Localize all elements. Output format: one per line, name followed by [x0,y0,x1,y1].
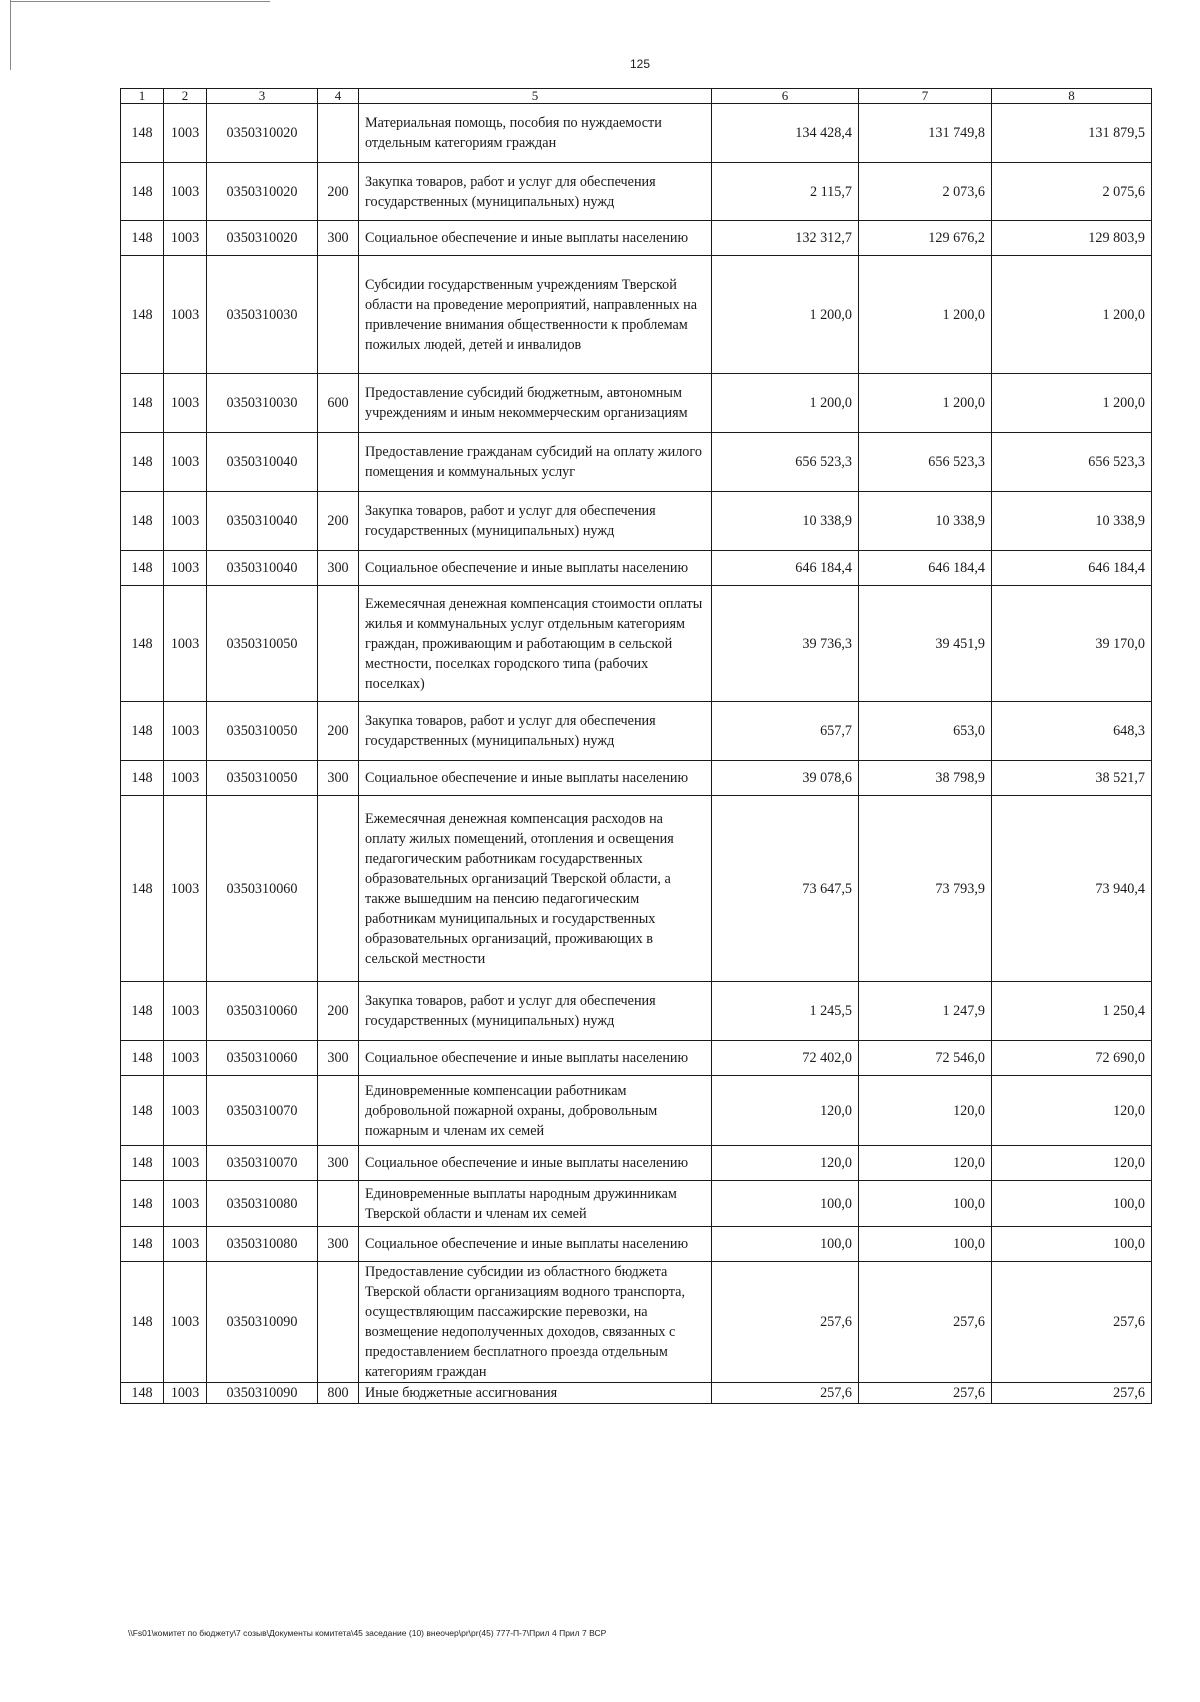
table-row [121,374,1152,433]
cell-section: 1003 [164,374,207,433]
cell-target-article: 0350310080 [207,1181,318,1227]
cell-target-article: 0350310020 [207,163,318,221]
cell-amount-year1: 120,0 [712,1146,859,1181]
column-header: 3 [207,89,318,104]
cell-expense-type [318,256,359,374]
cell-section: 1003 [164,1076,207,1146]
cell-amount-year2: 646 184,4 [859,551,992,586]
cell-amount-year3: 646 184,4 [992,551,1152,586]
cell-amount-year2: 1 247,9 [859,982,992,1041]
cell-section: 1003 [164,433,207,492]
cell-description: Предоставление гражданам субсидий на оплату жилого помещения и коммунальных услуг [359,433,712,492]
column-header: 8 [992,89,1152,104]
cell-kbk-admin: 148 [121,1041,164,1076]
cell-amount-year2: 72 546,0 [859,1041,992,1076]
cell-amount-year2: 131 749,8 [859,104,992,163]
cell-amount-year2: 73 793,9 [859,796,992,982]
cell-expense-type: 300 [318,1146,359,1181]
cell-section: 1003 [164,1146,207,1181]
cell-section: 1003 [164,702,207,761]
cell-amount-year2: 10 338,9 [859,492,992,551]
cell-target-article: 0350310050 [207,761,318,796]
cell-expense-type: 300 [318,221,359,256]
cell-expense-type: 600 [318,374,359,433]
cell-expense-type: 200 [318,492,359,551]
cell-target-article: 0350310040 [207,492,318,551]
cell-amount-year2: 1 200,0 [859,256,992,374]
cell-section: 1003 [164,551,207,586]
page-number: 125 [629,57,651,71]
cell-kbk-admin: 148 [121,163,164,221]
cell-amount-year1: 656 523,3 [712,433,859,492]
table-row [121,1262,1152,1383]
table-row [121,796,1152,982]
table-row [121,551,1152,586]
cell-amount-year2: 39 451,9 [859,586,992,702]
cell-amount-year1: 134 428,4 [712,104,859,163]
cell-kbk-admin: 148 [121,551,164,586]
cell-kbk-admin: 148 [121,1227,164,1262]
cell-target-article: 0350310070 [207,1076,318,1146]
cell-description: Закупка товаров, работ и услуг для обеспечения государственных (муниципальных) нужд [359,702,712,761]
table-row [121,586,1152,702]
cell-amount-year3: 39 170,0 [992,586,1152,702]
cell-kbk-admin: 148 [121,104,164,163]
cell-section: 1003 [164,492,207,551]
cell-target-article: 0350310050 [207,702,318,761]
cell-target-article: 0350310090 [207,1383,318,1404]
footer-file-path: \\Fs01\комитет по бюджету\7 созыв\Документы комитета\45 заседание (10) внеочер\pr\pr(45) 777-П-7\Прил 4 Прил 7 ВСР [128,1628,607,1638]
column-header: 6 [712,89,859,104]
cell-expense-type: 200 [318,163,359,221]
cell-amount-year2: 1 200,0 [859,374,992,433]
column-header: 2 [164,89,207,104]
cell-amount-year1: 72 402,0 [712,1041,859,1076]
cell-description: Единовременные выплаты народным дружинникам Тверской области и членам их семей [359,1181,712,1227]
cell-amount-year1: 73 647,5 [712,796,859,982]
cell-kbk-admin: 148 [121,702,164,761]
table-row [121,163,1152,221]
cell-kbk-admin: 148 [121,796,164,982]
cell-amount-year1: 120,0 [712,1076,859,1146]
cell-amount-year3: 120,0 [992,1076,1152,1146]
cell-kbk-admin: 148 [121,1146,164,1181]
cell-amount-year3: 129 803,9 [992,221,1152,256]
cell-description: Социальное обеспечение и иные выплаты населению [359,221,712,256]
cell-description: Закупка товаров, работ и услуг для обеспечения государственных (муниципальных) нужд [359,982,712,1041]
table-row [121,104,1152,163]
cell-expense-type: 800 [318,1383,359,1404]
cell-description: Социальное обеспечение и иные выплаты населению [359,1146,712,1181]
cell-target-article: 0350310060 [207,1041,318,1076]
cell-kbk-admin: 148 [121,1076,164,1146]
cell-amount-year3: 120,0 [992,1146,1152,1181]
cell-expense-type [318,1262,359,1383]
cell-kbk-admin: 148 [121,586,164,702]
cell-section: 1003 [164,586,207,702]
cell-amount-year2: 100,0 [859,1181,992,1227]
cell-section: 1003 [164,761,207,796]
cell-target-article: 0350310020 [207,104,318,163]
cell-kbk-admin: 148 [121,492,164,551]
cell-description: Социальное обеспечение и иные выплаты населению [359,1227,712,1262]
cell-description: Субсидии государственным учреждениям Тверской области на проведение мероприятий, направленных на привлечение внимания общественности к проблемам пожилых людей, детей и инвалидов [359,256,712,374]
cell-description: Единовременные компенсации работникам добровольной пожарной охраны, добровольным пожарным и членам их семей [359,1076,712,1146]
cell-amount-year3: 656 523,3 [992,433,1152,492]
cell-target-article: 0350310050 [207,586,318,702]
cell-amount-year1: 39 736,3 [712,586,859,702]
cell-amount-year3: 100,0 [992,1227,1152,1262]
cell-amount-year1: 1 245,5 [712,982,859,1041]
cell-section: 1003 [164,256,207,374]
budget-table [120,88,1152,1404]
cell-amount-year3: 257,6 [992,1383,1152,1404]
cell-expense-type [318,796,359,982]
cell-section: 1003 [164,982,207,1041]
cell-amount-year2: 100,0 [859,1227,992,1262]
cell-amount-year2: 653,0 [859,702,992,761]
cell-description: Материальная помощь, пособия по нуждаемости отдельным категориям граждан [359,104,712,163]
cell-amount-year1: 132 312,7 [712,221,859,256]
cell-description: Предоставление субсидии из областного бюджета Тверской области организациям водного транспорта, осуществляющим пассажирские перевозки, на возмещение недополученных доходов, связанных с предоставлением бесплатного проезда отдельным категориям граждан [359,1262,712,1383]
cell-amount-year1: 100,0 [712,1227,859,1262]
cell-amount-year3: 1 200,0 [992,374,1152,433]
cell-expense-type [318,1181,359,1227]
cell-amount-year2: 2 073,6 [859,163,992,221]
table-row [121,1041,1152,1076]
cell-expense-type: 300 [318,761,359,796]
cell-target-article: 0350310040 [207,551,318,586]
table-row [121,982,1152,1041]
cell-expense-type: 300 [318,551,359,586]
cell-amount-year1: 257,6 [712,1383,859,1404]
cell-target-article: 0350310060 [207,982,318,1041]
cell-target-article: 0350310020 [207,221,318,256]
cell-expense-type: 300 [318,1041,359,1076]
column-header: 7 [859,89,992,104]
cell-expense-type: 300 [318,1227,359,1262]
cell-amount-year1: 646 184,4 [712,551,859,586]
cell-kbk-admin: 148 [121,221,164,256]
cell-description: Социальное обеспечение и иные выплаты населению [359,551,712,586]
cell-amount-year3: 10 338,9 [992,492,1152,551]
cell-section: 1003 [164,221,207,256]
cell-amount-year1: 10 338,9 [712,492,859,551]
cell-amount-year3: 2 075,6 [992,163,1152,221]
cell-amount-year3: 648,3 [992,702,1152,761]
cell-amount-year2: 257,6 [859,1262,992,1383]
cell-kbk-admin: 148 [121,761,164,796]
cell-amount-year1: 657,7 [712,702,859,761]
cell-kbk-admin: 148 [121,1383,164,1404]
cell-amount-year3: 100,0 [992,1181,1152,1227]
table-row [121,256,1152,374]
cell-section: 1003 [164,1227,207,1262]
table-row [121,702,1152,761]
cell-section: 1003 [164,796,207,982]
cell-target-article: 0350310030 [207,256,318,374]
column-header: 1 [121,89,164,104]
cell-kbk-admin: 148 [121,1181,164,1227]
table-row [121,1076,1152,1146]
cell-amount-year3: 38 521,7 [992,761,1152,796]
cell-target-article: 0350310070 [207,1146,318,1181]
cell-description: Ежемесячная денежная компенсация расходов на оплату жилых помещений, отопления и освещения педагогическим работникам государственных образовательных организаций Тверской области, а также вышедшим на пенсию педагогическим работникам муниципальных и государственных образовательных организаций, проживающих в сельской местности [359,796,712,982]
table-row [121,1383,1152,1404]
column-header: 5 [359,89,712,104]
cell-target-article: 0350310080 [207,1227,318,1262]
cell-expense-type [318,586,359,702]
cell-amount-year1: 257,6 [712,1262,859,1383]
cell-kbk-admin: 148 [121,1262,164,1383]
cell-expense-type [318,1076,359,1146]
cell-amount-year2: 257,6 [859,1383,992,1404]
cell-expense-type: 200 [318,982,359,1041]
cell-description: Ежемесячная денежная компенсация стоимости оплаты жилья и коммунальных услуг отдельным категориям граждан, проживающим и работающим в сельской местности, поселках городского типа (рабочих поселках) [359,586,712,702]
cell-amount-year2: 129 676,2 [859,221,992,256]
scan-edge-top [10,1,270,2]
table-row [121,492,1152,551]
cell-amount-year1: 1 200,0 [712,256,859,374]
table-body [121,104,1152,1404]
table-row [121,221,1152,256]
table-row [121,1227,1152,1262]
cell-amount-year1: 39 078,6 [712,761,859,796]
cell-target-article: 0350310030 [207,374,318,433]
cell-amount-year3: 72 690,0 [992,1041,1152,1076]
table-row [121,433,1152,492]
cell-description: Предоставление субсидий бюджетным, автономным учреждениям и иным некоммерческим организациям [359,374,712,433]
cell-expense-type [318,433,359,492]
cell-section: 1003 [164,104,207,163]
cell-target-article: 0350310060 [207,796,318,982]
cell-amount-year2: 120,0 [859,1076,992,1146]
cell-kbk-admin: 148 [121,374,164,433]
cell-target-article: 0350310040 [207,433,318,492]
cell-amount-year1: 100,0 [712,1181,859,1227]
cell-amount-year3: 131 879,5 [992,104,1152,163]
cell-section: 1003 [164,1181,207,1227]
cell-target-article: 0350310090 [207,1262,318,1383]
cell-description: Закупка товаров, работ и услуг для обеспечения государственных (муниципальных) нужд [359,492,712,551]
cell-expense-type: 200 [318,702,359,761]
cell-section: 1003 [164,1262,207,1383]
cell-kbk-admin: 148 [121,256,164,374]
cell-amount-year3: 257,6 [992,1262,1152,1383]
cell-description: Закупка товаров, работ и услуг для обеспечения государственных (муниципальных) нужд [359,163,712,221]
cell-amount-year2: 120,0 [859,1146,992,1181]
cell-amount-year1: 2 115,7 [712,163,859,221]
cell-section: 1003 [164,1041,207,1076]
cell-description: Иные бюджетные ассигнования [359,1383,712,1404]
cell-amount-year3: 73 940,4 [992,796,1152,982]
cell-amount-year1: 1 200,0 [712,374,859,433]
cell-section: 1003 [164,163,207,221]
cell-amount-year2: 656 523,3 [859,433,992,492]
table-header-row [121,89,1152,104]
cell-kbk-admin: 148 [121,982,164,1041]
cell-description: Социальное обеспечение и иные выплаты населению [359,1041,712,1076]
cell-description: Социальное обеспечение и иные выплаты населению [359,761,712,796]
table-row [121,761,1152,796]
column-header: 4 [318,89,359,104]
cell-section: 1003 [164,1383,207,1404]
cell-kbk-admin: 148 [121,433,164,492]
cell-expense-type [318,104,359,163]
cell-amount-year2: 38 798,9 [859,761,992,796]
table-row [121,1146,1152,1181]
table-row [121,1181,1152,1227]
cell-amount-year3: 1 250,4 [992,982,1152,1041]
cell-amount-year3: 1 200,0 [992,256,1152,374]
